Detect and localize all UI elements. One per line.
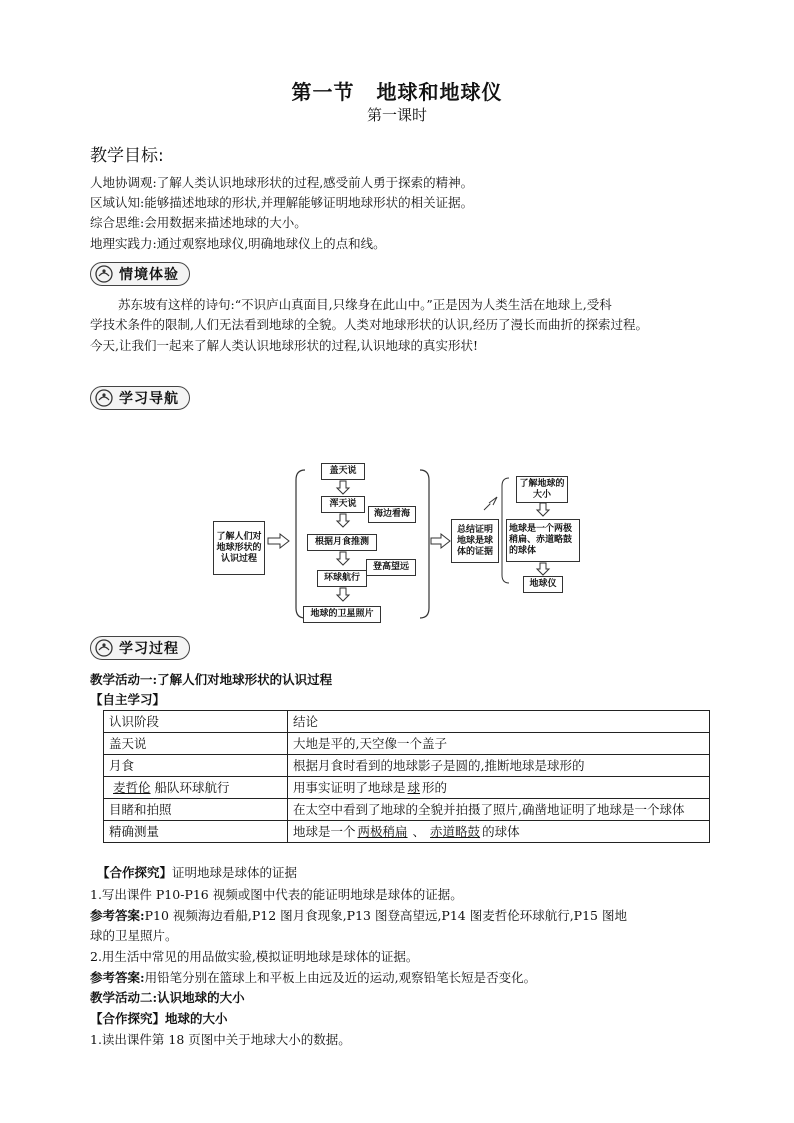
coop2-line: [90, 1009, 228, 1027]
table-header: 结论: [288, 711, 710, 733]
answer-label: 参考答案:: [90, 908, 145, 923]
fill-blank: 麦哲伦: [113, 780, 151, 795]
badge-label: 情境体验: [119, 267, 179, 283]
answer-text: 用铅笔分别在篮球上和平板上由远及近的运动,观察铅笔长短是否变化。: [144, 970, 537, 985]
objective-item: 人地协调观:了解人类认识地球形状的过程,感受前人勇于探索的精神。: [90, 175, 474, 190]
answer-1-cont: 球的卫星照片。: [90, 928, 178, 943]
flow-huntian: 浑天说: [321, 496, 365, 513]
flow-globe: 地球仪: [523, 576, 563, 593]
table-cell-text: 船队环球航行: [154, 780, 230, 795]
table-cell-text: 的球体: [482, 824, 520, 839]
table-cell: [104, 777, 288, 799]
table-cell: 在太空中看到了地球的全貌并拍摄了照片,确凿地证明了地球是一个球体: [288, 799, 710, 821]
page-title: 第一节 地球和地球仪: [291, 80, 503, 104]
flow-huanqiu: 环球航行: [317, 570, 367, 587]
table-cell: 根据月食时看到的地球影子是圆的,推断地球是球形的: [288, 755, 710, 777]
flow-size: 了解地球的大小: [516, 476, 568, 503]
table-row: [104, 755, 710, 777]
table-row: [104, 733, 710, 755]
badge-label: 学习过程: [119, 641, 179, 657]
table-header: 认识阶段: [104, 711, 288, 733]
table-cell: 目睹和拍照: [104, 799, 288, 821]
scenario-line: 今天,让我们一起来了解人类认识地球形状的过程,认识地球的真实形状!: [90, 338, 478, 353]
section-badge-scenario: [90, 262, 190, 286]
activity2-heading: 教学活动二:认识地球的大小: [90, 990, 245, 1005]
objective-item: 综合思维:会用数据来描述地球的大小。: [90, 215, 307, 230]
objectives-heading: 教学目标:: [90, 146, 164, 166]
section-badge-guide: [90, 386, 190, 410]
table-cell: 月食: [104, 755, 288, 777]
self-study-label: 【自主学习】: [90, 692, 166, 707]
page-subtitle: 第一课时: [366, 106, 427, 124]
table-cell: 精确测量: [104, 821, 288, 843]
coop2-topic: 地球的大小: [165, 1011, 228, 1026]
table-cell-text: 形的: [422, 780, 448, 795]
flow-shape: 地球是一个两极稍扁、赤道略鼓的球体: [506, 519, 580, 562]
question-3: 1.读出课件第 18 页图中关于地球大小的数据。: [90, 1032, 351, 1047]
objective-item: 地理实践力:通过观察地球仪,明确地球仪上的点和线。: [90, 236, 386, 251]
table-cell: 大地是平的,天空像一个盖子: [288, 733, 710, 755]
coop1-line: [97, 863, 297, 881]
activity1-heading: 教学活动一:了解人们对地球形状的认识过程: [90, 672, 333, 687]
table-row: [104, 799, 710, 821]
flow-haibian: 海边看海: [368, 506, 416, 523]
stage-table: [103, 710, 710, 843]
flow-weixing: 地球的卫星照片: [303, 606, 381, 623]
answer-1: [90, 906, 627, 924]
badge-icon: [95, 389, 113, 407]
table-row: [104, 777, 710, 799]
flow-summary: 总结证明地球是球体的证据: [451, 519, 499, 563]
table-cell-text: 、: [412, 824, 426, 839]
fill-blank: 球: [407, 780, 421, 795]
question-2: 2.用生活中常见的用品做实验,模拟证明地球是球体的证据。: [90, 949, 419, 964]
coop1-topic: 证明地球是球体的证据: [172, 865, 298, 880]
fill-blank: 赤道略鼓: [430, 824, 481, 839]
table-cell: [288, 821, 710, 843]
flow-yueshi: 根据月食推测: [307, 534, 377, 551]
scenario-line: 学技术条件的限制,人们无法看到地球的全貌。人类对地球形状的认识,经历了漫长而曲折的探索过程。: [90, 317, 648, 332]
question-1: 1.写出课件 P10-P16 视频或图中代表的能证明地球是球体的证据。: [90, 887, 463, 902]
table-header-row: [104, 711, 710, 733]
flow-gaitian: 盖天说: [321, 463, 365, 480]
objective-item: 区域认知:能够描述地球的形状,并理解能够证明地球形状的相关证据。: [90, 195, 474, 210]
table-cell-text: 地球是一个: [293, 824, 356, 839]
coop1-label: 【合作探究】: [97, 865, 173, 880]
badge-icon: [95, 265, 113, 283]
badge-icon: [95, 639, 113, 657]
flow-denggao: 登高望远: [366, 559, 416, 576]
section-badge-process: [90, 636, 190, 660]
table-cell: 盖天说: [104, 733, 288, 755]
coop2-label: 【合作探究】: [90, 1011, 166, 1026]
fill-blank: 两极稍扁: [357, 824, 408, 839]
table-cell-text: 用事实证明了地球是: [293, 780, 406, 795]
answer-2: [90, 968, 536, 986]
badge-label: 学习导航: [119, 391, 179, 407]
table-row: [104, 821, 710, 843]
table-cell: [288, 777, 710, 799]
scenario-line: 苏东坡有这样的诗句:“不识庐山真面目,只缘身在此山中。”正是因为人类生活在地球上,受科: [118, 297, 612, 312]
answer-label: 参考答案:: [90, 970, 145, 985]
flow-start: 了解人们对地球形状的认识过程: [213, 521, 265, 575]
answer-text: P10 视频海边看船,P12 图月食现象,P13 图登高望远,P14 图麦哲伦环球航行,P15 图地: [144, 908, 627, 923]
